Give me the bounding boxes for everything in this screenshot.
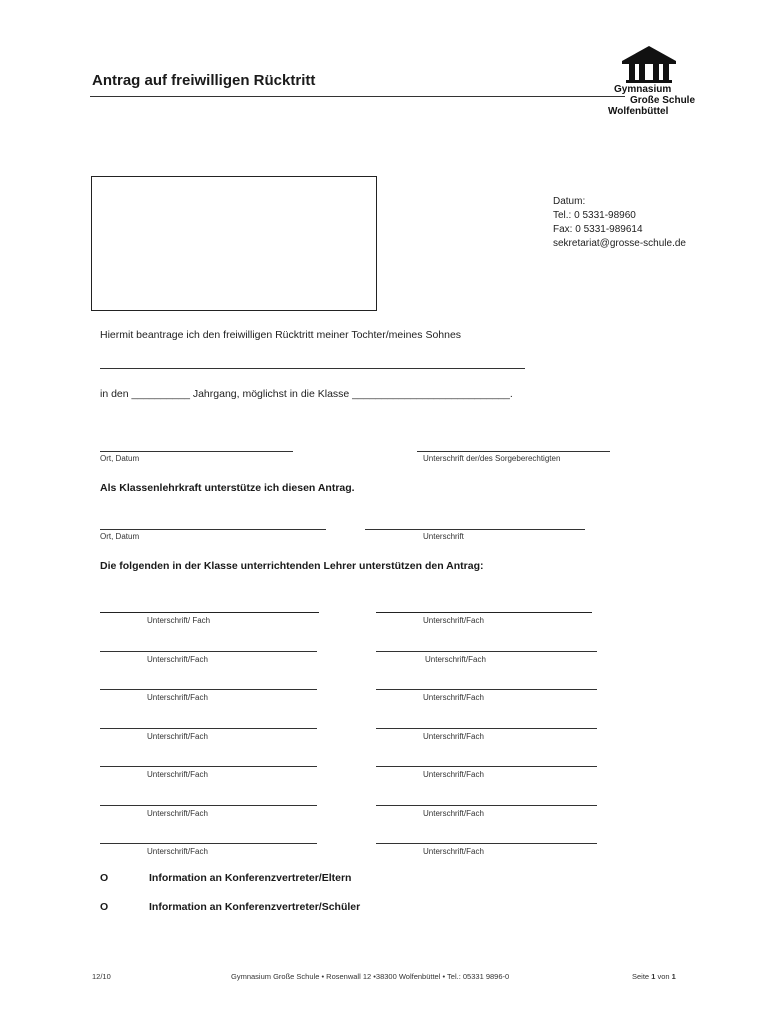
caption-unterschrift-fach: Unterschrift/Fach	[423, 732, 484, 741]
option-label-eltern: Information an Konferenzvertreter/Eltern	[149, 872, 352, 884]
teacher-place-date-line[interactable]	[100, 529, 326, 530]
teacher-signature-line[interactable]	[100, 651, 317, 652]
teacher-signature-line[interactable]	[100, 728, 317, 729]
footer-page-total: 1	[671, 972, 676, 981]
teacher-signature-line[interactable]	[376, 805, 597, 806]
section-lehrer: Die folgenden in der Klasse unterrichtenden Lehrer unterstützen den Antrag:	[100, 560, 484, 572]
teacher-signature-line[interactable]	[100, 612, 319, 613]
teacher-signature-line[interactable]	[100, 689, 317, 690]
caption-unterschrift-fach: Unterschrift/Fach	[425, 655, 486, 664]
teacher-signature-line[interactable]	[100, 805, 317, 806]
title-divider	[90, 96, 625, 97]
teacher-signature-line[interactable]	[376, 728, 597, 729]
caption-unterschrift-fach: Unterschrift/Fach	[423, 770, 484, 779]
contact-tel: Tel.: 0 5331-98960	[553, 210, 636, 221]
caption-unterschrift-fach: Unterschrift/Fach	[147, 693, 208, 702]
caption-unterschrift-sorge: Unterschrift der/des Sorgeberechtigten	[423, 454, 561, 463]
teacher-signature-line[interactable]	[376, 689, 597, 690]
footer-page-current: 1	[651, 972, 656, 981]
caption-unterschrift-fach: Unterschrift/Fach	[147, 770, 208, 779]
teacher-signature-line[interactable]	[100, 766, 317, 767]
school-building-icon	[620, 44, 678, 84]
footer-page-mid: von	[655, 972, 672, 981]
footer-address: Gymnasium Große Schule • Rosenwall 12 •38300 Wolfenbüttel • Tel.: 05331 9896-0	[231, 972, 510, 981]
logo-line-1: Gymnasium	[614, 84, 672, 95]
caption-ort-datum: Ort, Datum	[100, 532, 140, 541]
teacher-signature-line[interactable]	[376, 766, 597, 767]
caption-ort-datum: Ort, Datum	[100, 454, 140, 463]
teacher-signature-line[interactable]	[376, 612, 592, 613]
caption-unterschrift: Unterschrift	[423, 532, 464, 541]
page-title: Antrag auf freiwilligen Rücktritt	[92, 72, 316, 89]
student-name-line[interactable]	[100, 368, 525, 369]
teacher-signature-line[interactable]	[376, 843, 597, 844]
footer-code: 12/10	[92, 972, 111, 981]
footer-page-prefix: Seite	[632, 972, 652, 981]
option-marker-eltern[interactable]: O	[100, 872, 109, 884]
school-logo	[608, 44, 698, 116]
teacher-signature-line[interactable]	[376, 651, 597, 652]
caption-unterschrift-fach: Unterschrift/ Fach	[147, 616, 211, 625]
address-box[interactable]	[91, 176, 377, 311]
caption-unterschrift-fach: Unterschrift/Fach	[423, 693, 484, 702]
footer-page-number	[632, 972, 676, 981]
contact-fax: Fax: 0 5331-989614	[553, 224, 643, 235]
teacher-signature-line[interactable]	[365, 529, 585, 530]
caption-unterschrift-fach: Unterschrift/Fach	[147, 847, 208, 856]
option-label-schueler: Information an Konferenzvertreter/Schüler	[149, 901, 361, 913]
caption-unterschrift-fach: Unterschrift/Fach	[423, 809, 484, 818]
contact-datum: Datum:	[553, 196, 586, 207]
contact-email: sekretariat@grosse-schule.de	[553, 238, 686, 249]
caption-unterschrift-fach: Unterschrift/Fach	[147, 732, 208, 741]
caption-unterschrift-fach: Unterschrift/Fach	[423, 616, 484, 625]
logo-line-2: Große Schule	[630, 95, 696, 106]
option-marker-schueler[interactable]: O	[100, 901, 109, 913]
request-intro: Hiermit beantrage ich den freiwilligen Rücktritt meiner Tochter/meines Sohnes	[100, 329, 462, 341]
parent-signature-line[interactable]	[417, 451, 610, 452]
caption-unterschrift-fach: Unterschrift/Fach	[147, 809, 208, 818]
teacher-signature-line[interactable]	[100, 843, 317, 844]
logo-line-3: Wolfenbüttel	[608, 106, 669, 117]
request-grade-line: in den __________ Jahrgang, möglichst in die Klasse ___________________________.	[100, 388, 513, 400]
caption-unterschrift-fach: Unterschrift/Fach	[423, 847, 484, 856]
parent-place-date-line[interactable]	[100, 451, 293, 452]
caption-unterschrift-fach: Unterschrift/Fach	[147, 655, 208, 664]
section-klassenlehrkraft: Als Klassenlehrkraft unterstütze ich diesen Antrag.	[100, 482, 355, 494]
